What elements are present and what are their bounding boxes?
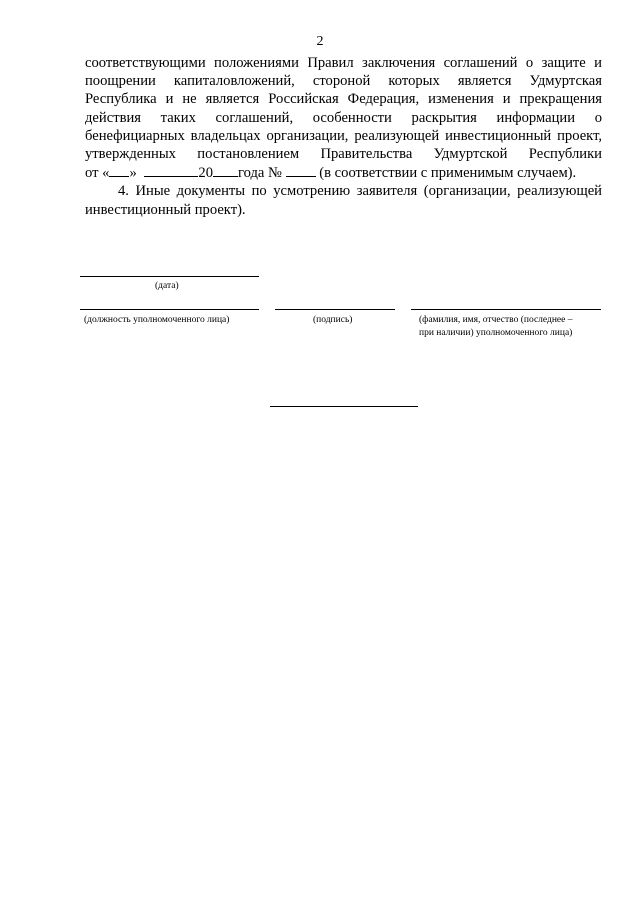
full-name-caption-line: (фамилия, имя, отчество (последнее – <box>419 315 573 325</box>
paragraph-3-line: бенефициарных владельцах организации, реализующей инвестиционный проект, <box>85 127 602 144</box>
position-signature-line <box>80 309 259 310</box>
document-body <box>85 54 602 219</box>
quote-close-text: » <box>129 165 137 182</box>
paragraph-3-line: действия таких соглашений, особенности раскрытия информации о <box>85 109 602 126</box>
day-blank <box>109 163 129 177</box>
year-prefix-text: 20 <box>198 165 213 182</box>
full-name-caption-line: при наличии) уполномоченного лица) <box>419 328 573 338</box>
date-signature-line <box>80 276 259 277</box>
end-of-document-rule <box>270 406 418 407</box>
year-word-text: года № <box>237 165 282 182</box>
page-number: 2 <box>316 34 324 49</box>
full-name-signature-line <box>411 309 601 310</box>
paragraph-3-line: поощрении капиталовложений, стороной которых является Удмуртская <box>85 73 602 90</box>
paragraph-3-date-line <box>85 163 602 182</box>
paragraph-3-line: Республика и не является Российская Федерация, изменения и прекращения <box>85 91 602 108</box>
date-from-text: от « <box>85 165 110 182</box>
month-blank <box>144 163 198 177</box>
paragraph-3-line: соответствующими положениями Правил заключения соглашений о защите и <box>85 55 602 71</box>
paragraph-4-line: инвестиционный проект). <box>85 201 246 218</box>
number-blank <box>286 163 316 177</box>
position-caption: (должность уполномоченного лица) <box>84 315 230 325</box>
paragraph-3-line: утвержденных постановлением Правительства Удмуртской Республики <box>85 146 602 163</box>
applicable-case-text: (в соответствии с применимым случаем). <box>319 165 577 182</box>
signature-caption: (подпись) <box>313 315 353 325</box>
paragraph-4-line: 4. Иные документы по усмотрению заявителя (организации, реализующей <box>118 183 602 200</box>
date-caption: (дата) <box>155 281 179 291</box>
signature-line <box>275 309 395 310</box>
year-blank <box>213 163 238 177</box>
